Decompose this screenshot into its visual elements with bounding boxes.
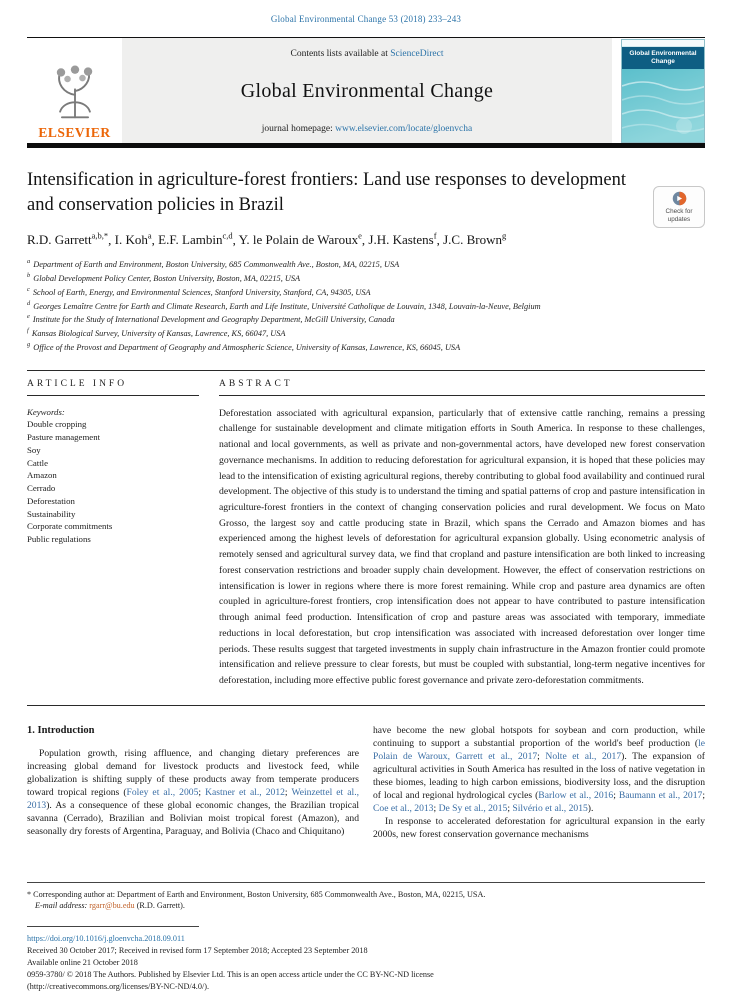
abstract-heading: ABSTRACT — [219, 371, 705, 396]
journal-homepage-link[interactable]: www.elsevier.com/locate/gloenvcha — [335, 124, 473, 134]
keyword: Amazon — [27, 470, 57, 481]
author-list: R.D. Garrett$^{a,b,*}$, I. Koh$^a$, E.F. Lambin$^{c,d}$, Y. le Polain de Waroux$^e$, J.H. Kastens$^f$, J.C. Brown$^g$ — [27, 230, 507, 248]
author-name: Y. le Polain de Waroux$^e$ — [238, 230, 362, 248]
keyword: Deforestation — [27, 495, 75, 506]
keywords-label: Keywords: — [27, 406, 65, 417]
contents-line — [290, 49, 443, 59]
abstract-column — [219, 371, 705, 689]
article-info-column — [27, 371, 199, 689]
check-badge-label: Check for updates — [665, 208, 693, 223]
affiliation: $^d$ Georges Lemaître Centre for Earth and Climate Research, Earth and Life Institute, Université Catholique de Louvain, 1348, Louvain-la-Neuve, Belgium — [27, 299, 541, 311]
author-name: I. Koh$^a$ — [114, 230, 152, 248]
citation-link[interactable]: Barlow et al., 2016 — [538, 789, 614, 801]
email-suffix: (R.D. Garrett). — [136, 901, 185, 911]
elsevier-logo[interactable] — [27, 38, 122, 143]
keywords-block — [27, 406, 199, 546]
elsevier-tree-icon — [47, 63, 103, 123]
keyword: Double cropping — [27, 419, 87, 430]
cover-title: Global Environmental Change — [622, 47, 704, 69]
publication-info — [27, 933, 705, 992]
crossmark-icon — [672, 191, 687, 206]
author-name: J.C. Brown$^g$ — [443, 230, 507, 248]
citation-link[interactable]: le Polain de Waroux, Garrett et al., 2017 — [373, 737, 705, 762]
journal-cover-thumbnail[interactable] — [621, 39, 705, 143]
masthead-thick-rule — [27, 143, 705, 148]
intro-col2-paragraph-2: In response to accelerated deforestation for agricultural expansion in the early 2000s, new forest conservation governance mechanisms — [373, 816, 705, 841]
cover-artwork — [622, 74, 705, 142]
corresponding-author-note: * Corresponding author at: Department of Earth and Environment, Boston University, 685 Commonwealth Ave., Boston, MA, 02215, USA. — [27, 890, 486, 899]
received-line: Received 30 October 2017; Received in revised form 17 September 2018; Accepted 23 September 2018 — [27, 945, 368, 955]
cover-top-strip — [622, 40, 704, 47]
keyword: Pasture management — [27, 432, 101, 443]
check-for-updates-badge[interactable] — [653, 186, 705, 228]
available-line: Available online 21 October 2018 — [27, 957, 138, 967]
article-info-heading: ARTICLE INFO — [27, 371, 199, 396]
author-name: R.D. Garrett$^{a,b,*}$ — [27, 230, 109, 248]
author-name: E.F. Lambin$^{c,d}$ — [158, 230, 233, 248]
citation-link[interactable]: Baumann et al., 2017 — [618, 789, 703, 801]
doi-link[interactable]: https://doi.org/10.1016/j.gloenvcha.2018.09.011 — [27, 933, 185, 943]
affiliation: $^f$ Kansas Biological Survey, University of Kansas, Lawrence, KS, 66047, USA — [27, 327, 286, 338]
contents-line-prefix: Contents lists available at — [290, 49, 391, 59]
affiliation: $^a$ Department of Earth and Environment, Boston University, 685 Commonwealth Ave., Boston, MA, 02215, USA — [27, 258, 400, 270]
affiliation: $^b$ Global Development Policy Center, Boston University, Boston, MA, 02215, USA — [27, 272, 301, 283]
journal-title: Global Environmental Change — [240, 80, 494, 102]
keyword: Public regulations — [27, 534, 91, 545]
intro-col1-paragraph: Population growth, rising affluence, and changing dietary preferences are increasing global demand for livestock products and livestock feed, while globalization is shifting supply of these products away from temperate producers toward tropical regions (Foley et al., 2005; Kastner et al., 2012; Weinzettel et al., 2013). As a consequence of these global economic changes, the Brazilian tropical savanna (Cerrado), Brazilian and Bolivian moist tropical forest (Amazon), and seasonally dry forests of Argentina, Paraguay, and Bolivia (Chaco and Chiquitano) — [27, 747, 359, 838]
first-page-footer — [27, 882, 705, 992]
affiliation: $^c$ School of Earth, Energy, and Environmental Sciences, Stanford University, Stanford, CA, 94305, USA — [27, 285, 371, 297]
intro-column-1 — [27, 724, 359, 841]
citation-link[interactable]: Kastner et al., 2012 — [205, 787, 285, 799]
keyword: Sustainability — [27, 508, 76, 519]
citation-link[interactable]: Coe et al., 2013 — [373, 802, 434, 814]
elsevier-logo-text: ELSEVIER — [38, 125, 111, 140]
keyword: Cerrado — [27, 483, 56, 494]
journal-banner — [122, 38, 612, 143]
homepage-prefix: journal homepage: — [261, 124, 336, 134]
keyword: Corporate commitments — [27, 521, 113, 532]
intro-col2-paragraph-1: have become the new global hotspots for soybean and corn production, while continuing to support a substantial proportion of the world's beef production (le Polain de Waroux, Garrett et al., 2017; Nolte et al., 2017). The expansion of agricultural activities in South America has resulted in the loss of native vegetation in these biomes, leading to high carbon emissions, biodiversity loss, and the disruption of local and regional hydrological cycles (Barlow et al., 2016; Baumann et al., 2017; Coe et al., 2013; De Sy et al., 2015; Silvério et al., 2015). — [373, 724, 705, 814]
citation-link[interactable]: Weinzettel et al., 2013 — [27, 787, 359, 812]
citation-link[interactable]: Foley et al., 2005 — [126, 787, 199, 799]
citation-link[interactable]: Silvério et al., 2015 — [512, 802, 588, 814]
article-title: Intensification in agriculture-forest frontiers: Land use responses to development and conservation policies in Brazil — [27, 170, 627, 215]
keyword: Soy — [27, 444, 41, 455]
footnote-rule — [27, 882, 705, 883]
affiliation-list — [27, 257, 705, 353]
intro-column-2 — [373, 724, 705, 841]
title-row — [27, 168, 705, 223]
affiliation: $^g$ Office of the Provost and Department of Geography and Atmospheric Science, University of Kansas, Lawrence, KS, 66045, USA — [27, 340, 461, 352]
citation-link[interactable]: Nolte et al., 2017 — [545, 750, 622, 762]
introduction-heading: 1. Introduction — [27, 724, 95, 736]
email-link[interactable]: rgarr@bu.edu — [89, 901, 135, 911]
sciencedirect-link[interactable]: ScienceDirect — [390, 49, 444, 59]
homepage-line — [262, 124, 472, 134]
introduction-section — [27, 724, 705, 841]
email-label: E-mail address: — [35, 901, 88, 911]
email-line — [27, 900, 705, 911]
author-name: J.H. Kastens$^f$ — [368, 230, 437, 248]
license-line-2: (http://creativecommons.org/licenses/BY-NC-ND/4.0/). — [27, 981, 209, 991]
keyword: Cattle — [27, 457, 49, 468]
keyword-list — [27, 418, 199, 546]
license-line-1: 0959-3780/ © 2018 The Authors. Published by Elsevier Ltd. This is an open access article under the CC BY-NC-ND license — [27, 969, 434, 979]
masthead — [27, 37, 705, 143]
abstract-text: Deforestation associated with agricultural expansion, particularly that of extensive cattle ranching, remains a pressing challenge for sustainable development and climate mitigation efforts in South America. In response to these challenges, national and local governments, as well as private and non-governmental actors, have developed new forest conservation governance mechanisms. In addition to reducing deforestation for agricultural expansion, it is hoped that these policies may lead to the intensification of existing agricultural regions, thereby contributing to global food availability and continued rural development. The objective of this study is to understand the timing and spatial patterns of crop and pasture intensification in agriculture-forest frontiers in the context of changing conservation policies and rural development. We focus on Mato Grosso, the largest soy and cattle producing state in Brazil, which spans the Cerrado and Amazon biomes and has experienced among the highest levels of deforestation for agricultural expansion globally. Using econometric analysis of remotely sensed and agricultural survey data, we find that cropland and pasture intensification are both linked to increasing forest conservation restrictions and broader supply chain development. However, the effect of conservation restrictions on intensification is lower in regions where there is more forest remaining. While crop and pasture area dynamics are often coupled in agriculture-forest frontiers, crop intensification does not appear to have contributed to pasture intensification through animal feed production. Intensification of crop and pasture areas was associated with temporary, immediate reductions in local deforestation, but crop intensification was associated with increased deforestation over longer time periods. These results suggest that targeted investments in supply chain infrastructure in the Amazon frontier could promote intensification and relieve pressure to clear forests, but must be coupled with substantial, long-term negative incentives for deforestation, including more effective public forest governance and private zero-deforestation commitments. — [219, 407, 705, 686]
journal-citation-header[interactable]: Global Environmental Change 53 (2018) 233–243 — [270, 14, 462, 24]
doi-rule — [27, 926, 199, 927]
article-info-section — [27, 370, 705, 706]
affiliation: $^e$ Institute for the Study of International Development and Geography Department, McGill University, Canada — [27, 313, 395, 325]
citation-link[interactable]: De Sy et al., 2015 — [438, 802, 508, 814]
